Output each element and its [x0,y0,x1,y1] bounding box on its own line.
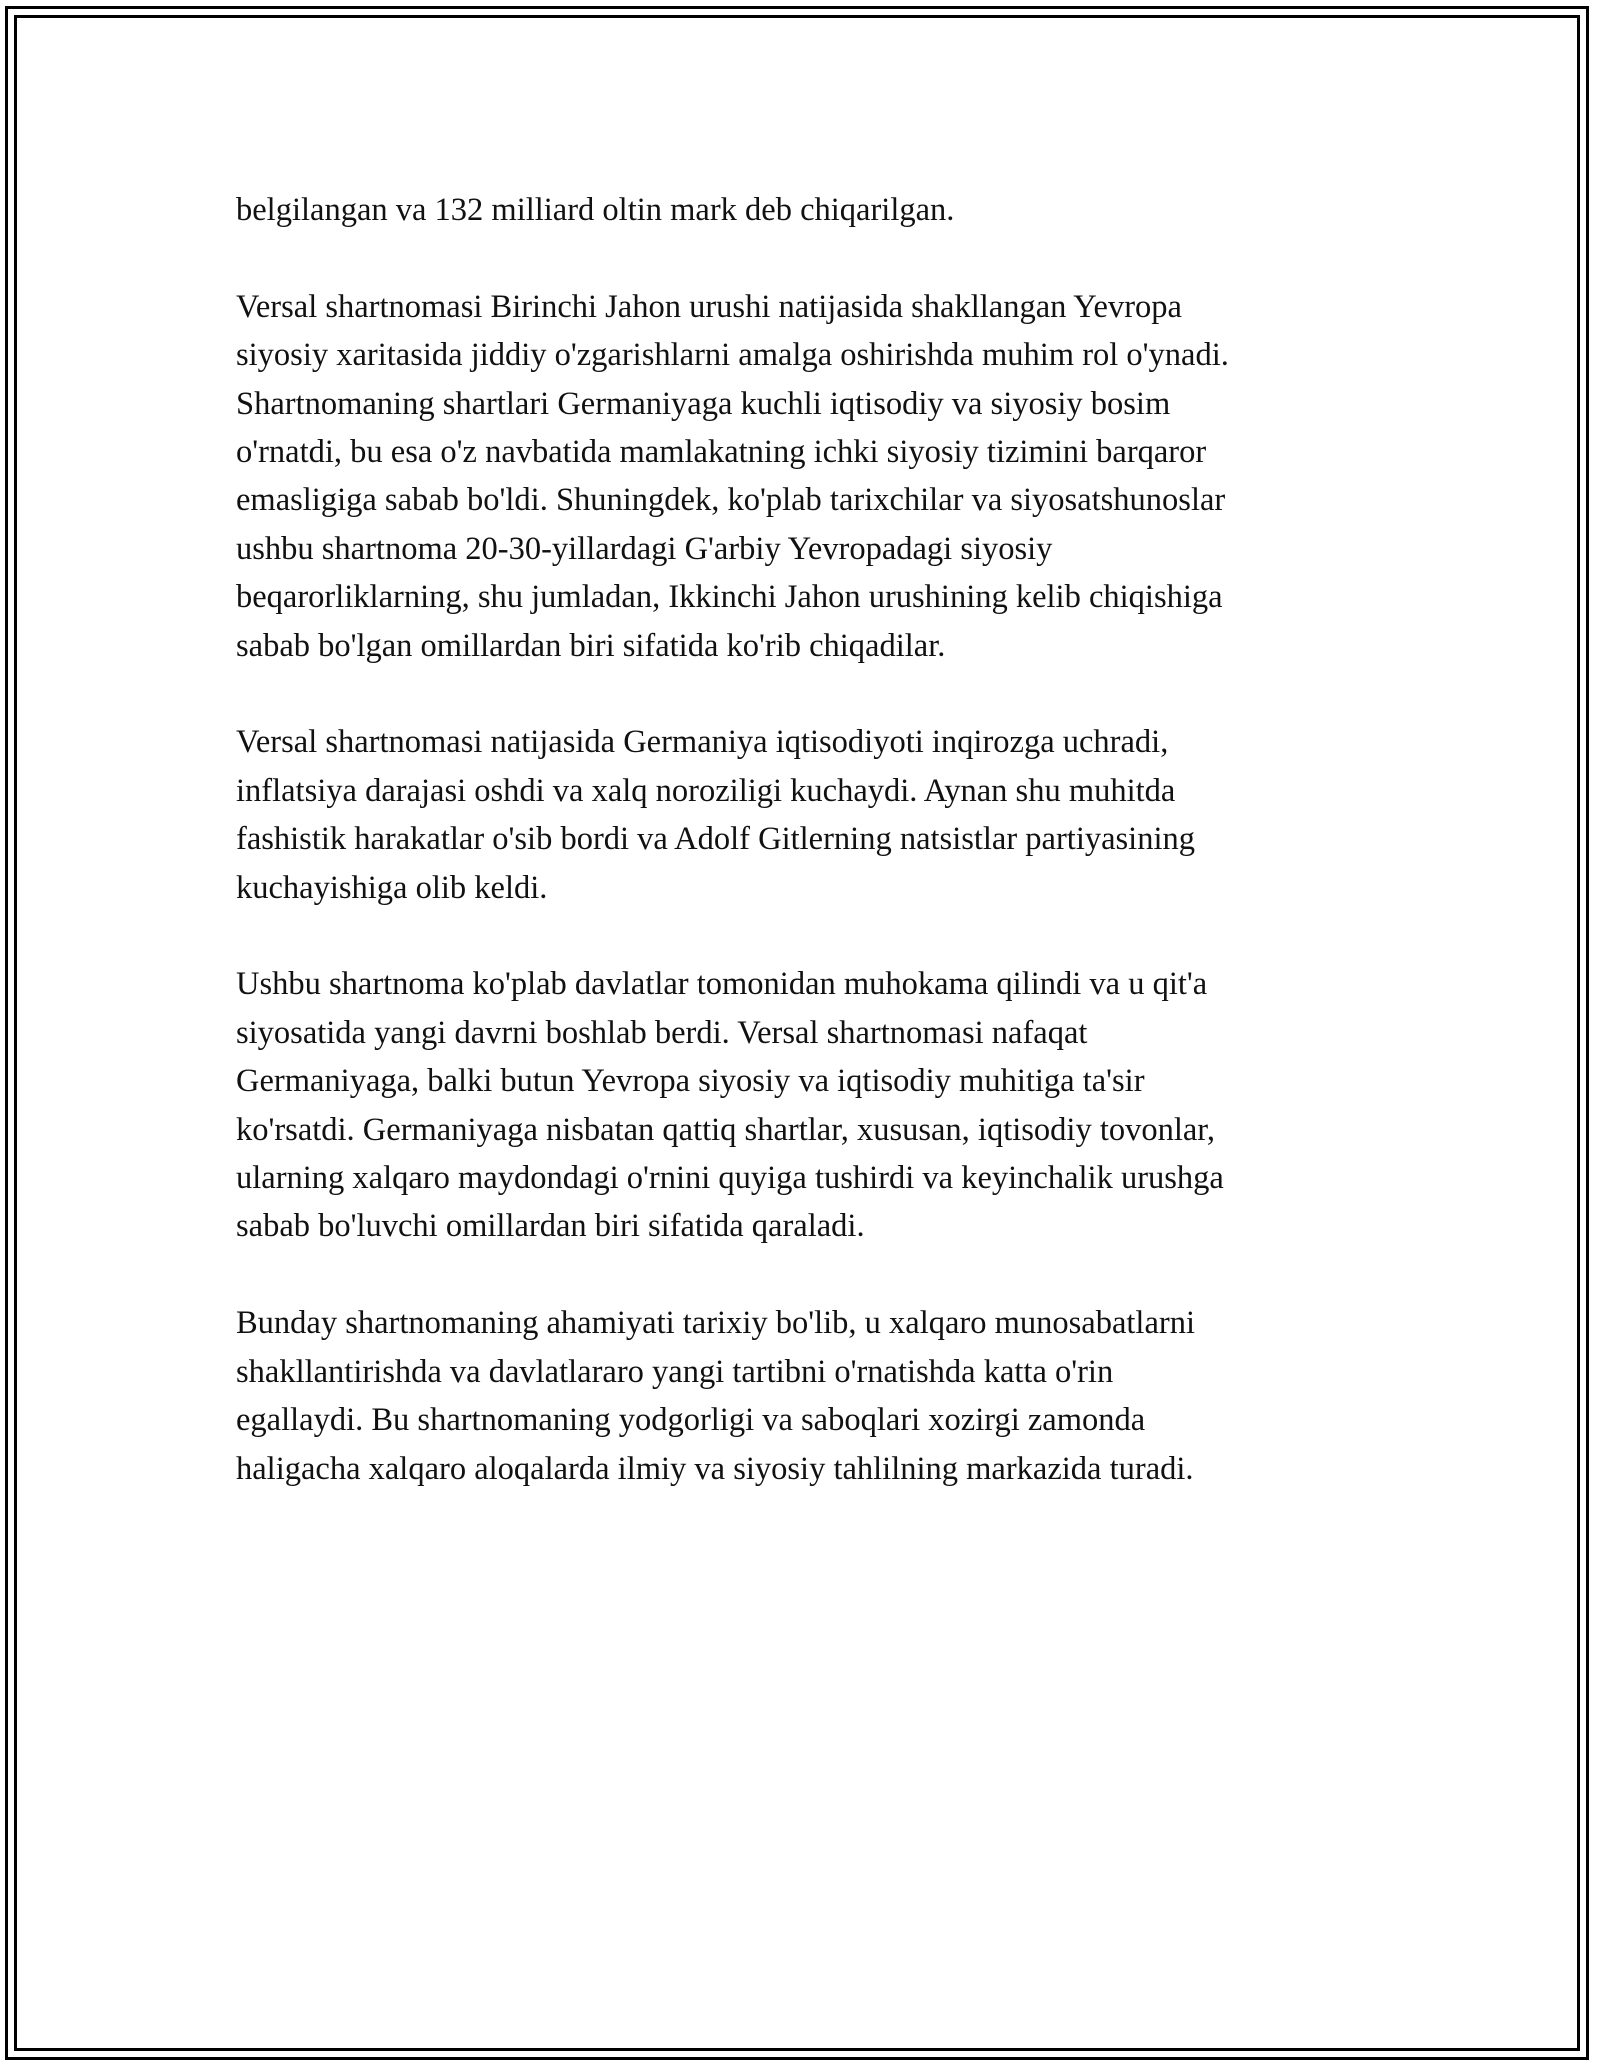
paragraph-5: Bunday shartnomaning ahamiyati tarixiy bo'lib, u xalqaro munosabatlarni shakllantirishda va davlatlararo yangi tartibni o'rnatishda katta o'rin egallaydi. Bu shartnomaning yodgorligi va saboqlari xozirgi zamonda haligacha xalqaro aloqalarda ilmiy va siyosiy tahlilning markazida turadi. [236,1305,1195,1487]
paragraph-4: Ushbu shartnoma ko'plab davlatlar tomonidan muhokama qilindi va u qit'a siyosatida yangi davrni boshlab berdi. Versal shartnomasi nafaqat Germaniyaga, balki butun Yevropa siyosiy va iqtisodiy muhitiga ta'sir ko'rsatdi. Germaniyaga nisbatan qattiq shartlar, xususan, iqtisodiy tovonlar, ularning xalqaro maydondagi o'rnini quyiga tushirdi va keyinchalik urushga sabab bo'luvchi omillardan biri sifatida qaraladi. [236,966,1224,1245]
paragraph-1: belgilangan va 132 milliard oltin mark deb chiqarilgan. [236,192,955,228]
paragraph-2: Versal shartnomasi Birinchi Jahon urushi natijasida shakllangan Yevropa siyosiy xaritasida jiddiy o'zgarishlarni amalga oshirishda muhim rol o'ynadi. Shartnomaning shartlari Germaniyaga kuchli iqtisodiy va siyosiy bosim o'rnatdi, bu esa o'z navbatida mamlakatning ichki siyosiy tizimini barqaror emasligiga sabab bo'ldi. Shuningdek, ko'plab tarixchilar va siyosatshunoslar ushbu shartnoma 20-30-yillardagi G'arbiy Yevropadagi siyosiy beqarorliklarning, shu jumladan, Ikkinchi Jahon urushining kelib chiqishiga sabab bo'lgan omillardan biri sifatida ko'rib chiqadilar. [236,288,1229,664]
paragraph-3: Versal shartnomasi natijasida Germaniya iqtisodiyoti inqirozga uchradi, inflatsiya darajasi oshdi va xalq noroziligi kuchaydi. Aynan shu muhitda fashistik harakatlar o'sib bordi va Adolf Gitlerning natsistlar partiyasining kuchayishiga olib keldi. [236,724,1195,906]
document-body [236,186,1376,1541]
